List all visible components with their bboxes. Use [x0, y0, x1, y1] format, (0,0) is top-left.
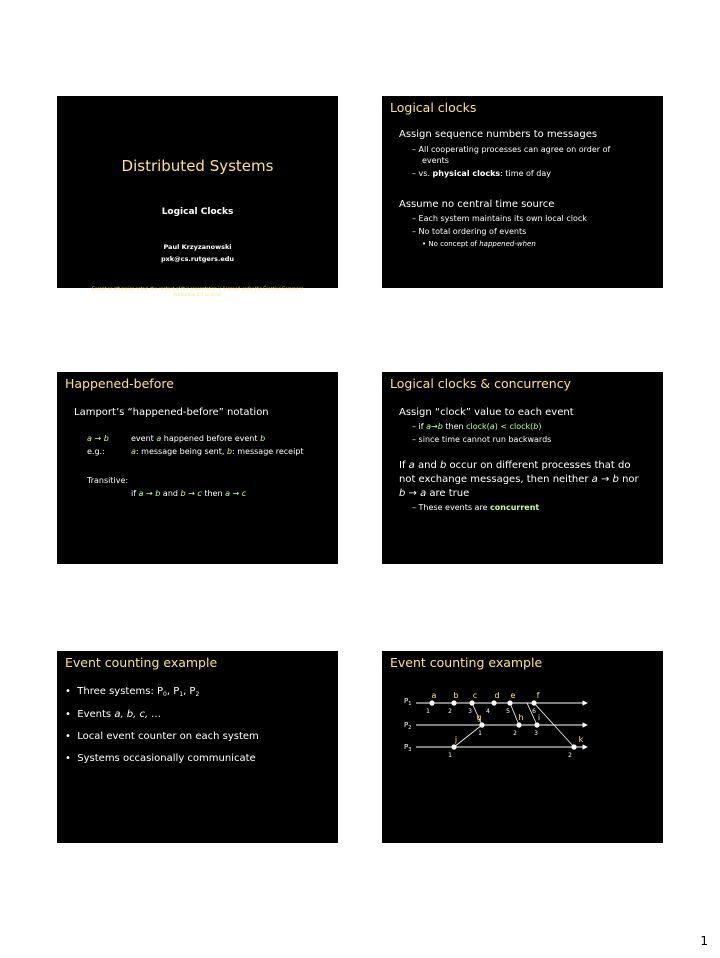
event-dot-k: [571, 744, 576, 749]
bullet: • Systems occasionally communicate: [65, 753, 256, 764]
event-label-f: f: [536, 691, 540, 700]
bullet: • Events a, b, c, …: [65, 709, 162, 720]
event-dot-h: [516, 722, 521, 727]
slide-heading: Event counting example: [390, 655, 543, 670]
slide-event-counting-1: [57, 651, 338, 843]
event-label-k: k: [578, 735, 584, 744]
event-dot-e: [507, 700, 512, 705]
slide-logical-clocks-concurrency: [382, 372, 663, 564]
event-count-f: 6: [532, 708, 536, 715]
author-email: pxk@cs.rutgers.edu: [160, 255, 235, 263]
paragraph-line-1: If a and b occur on different processes that do: [399, 460, 631, 471]
event-dot-j: [451, 744, 456, 749]
event-dot-g: [479, 722, 484, 727]
event-dot-a: [429, 700, 434, 705]
transitive-label: Transitive:: [87, 476, 129, 485]
event-dot-d: [491, 700, 496, 705]
example-label: e.g.:: [87, 447, 105, 456]
author-name: Paul Krzyzanowski: [163, 243, 232, 251]
sub-bullet-cont: events: [422, 156, 449, 165]
event-dot-c: [469, 700, 474, 705]
sub-bullet: – vs. physical clocks: time of day: [412, 169, 551, 178]
page-number: 1: [700, 934, 708, 948]
event-label-e: e: [510, 691, 516, 700]
event-dot-b: [451, 700, 456, 705]
example-text: a: message being sent, b: message receipt: [131, 447, 304, 456]
sub-bullet: – if a→b then clock(a) < clock(b): [412, 422, 542, 431]
event-label-d: d: [494, 691, 500, 700]
event-label-a: a: [431, 691, 437, 700]
process-label-p2: $P_2$: [404, 721, 412, 731]
bullet: Assume no central time source: [399, 199, 555, 210]
license-line-1: Except as otherwise noted, the content of this presentation is licensed under the Creative Commons: [91, 286, 304, 291]
event-count-j: 1: [448, 752, 452, 759]
paragraph-line-2: not exchange messages, then neither a → b nor: [399, 474, 639, 485]
slide-title: [57, 96, 338, 297]
sub-bullet: – No total ordering of events: [412, 227, 527, 236]
event-count-g: 1: [478, 730, 482, 737]
notation-symbol: a → b: [87, 434, 109, 443]
sub-bullet: – These events are concurrent: [412, 503, 540, 512]
slide-heading: Logical clocks & concurrency: [390, 376, 571, 391]
sub-bullet: – Each system maintains its own local clock: [412, 214, 587, 223]
event-count-k: 2: [568, 752, 572, 759]
bullet: Assign sequence numbers to messages: [399, 129, 598, 140]
event-label-c: c: [472, 691, 478, 700]
event-label-j: j: [454, 735, 458, 744]
slide-heading: Happened-before: [65, 376, 174, 391]
slide-logical-clocks: [382, 96, 663, 288]
slide-happened-before: [57, 372, 338, 564]
license-line-2: Attribution 2.5 License.: [173, 292, 222, 297]
event-count-e: 5: [506, 708, 510, 715]
event-dot-i: [534, 722, 539, 727]
event-count-b: 2: [448, 708, 452, 715]
sub-bullet: – All cooperating processes can agree on order of: [412, 145, 611, 154]
event-label-h: h: [518, 713, 524, 722]
transitive-rule: if a → b and b → c then a → c: [131, 489, 247, 498]
event-count-a: 1: [426, 708, 430, 715]
bullet: • Three systems: $P_0$, $P_1$, $P_2$: [65, 686, 200, 698]
event-count-h: 2: [513, 730, 517, 737]
slide-heading: Logical clocks: [390, 100, 477, 115]
slide-heading: Event counting example: [65, 655, 218, 670]
event-count-i: 3: [534, 730, 538, 737]
paragraph-line-3: b → a are true: [399, 488, 470, 499]
event-label-g: g: [476, 713, 482, 722]
event-timeline-diagram: [382, 686, 663, 836]
bullet: Assign “clock” value to each event: [399, 407, 574, 418]
sub-sub-bullet: • No concept of happened-when: [422, 240, 536, 248]
deck-title: Distributed Systems: [121, 157, 274, 175]
notation-description: event a happened before event b: [131, 434, 266, 443]
process-label-p3: $P_3$: [404, 743, 412, 753]
process-label-p1: $P_1$: [404, 697, 412, 707]
bullet: • Local event counter on each system: [65, 731, 259, 742]
event-count-c: 3: [468, 708, 472, 715]
event-count-d: 4: [486, 708, 490, 715]
event-label-i: i: [537, 713, 541, 722]
sub-bullet: – since time cannot run backwards: [412, 435, 552, 444]
slide-event-counting-2: [382, 651, 663, 843]
event-dot-f: [531, 700, 536, 705]
deck-subtitle: Logical Clocks: [161, 207, 234, 217]
intro-text: Lamport’s “happened-before” notation: [74, 407, 269, 418]
event-label-b: b: [453, 691, 459, 700]
